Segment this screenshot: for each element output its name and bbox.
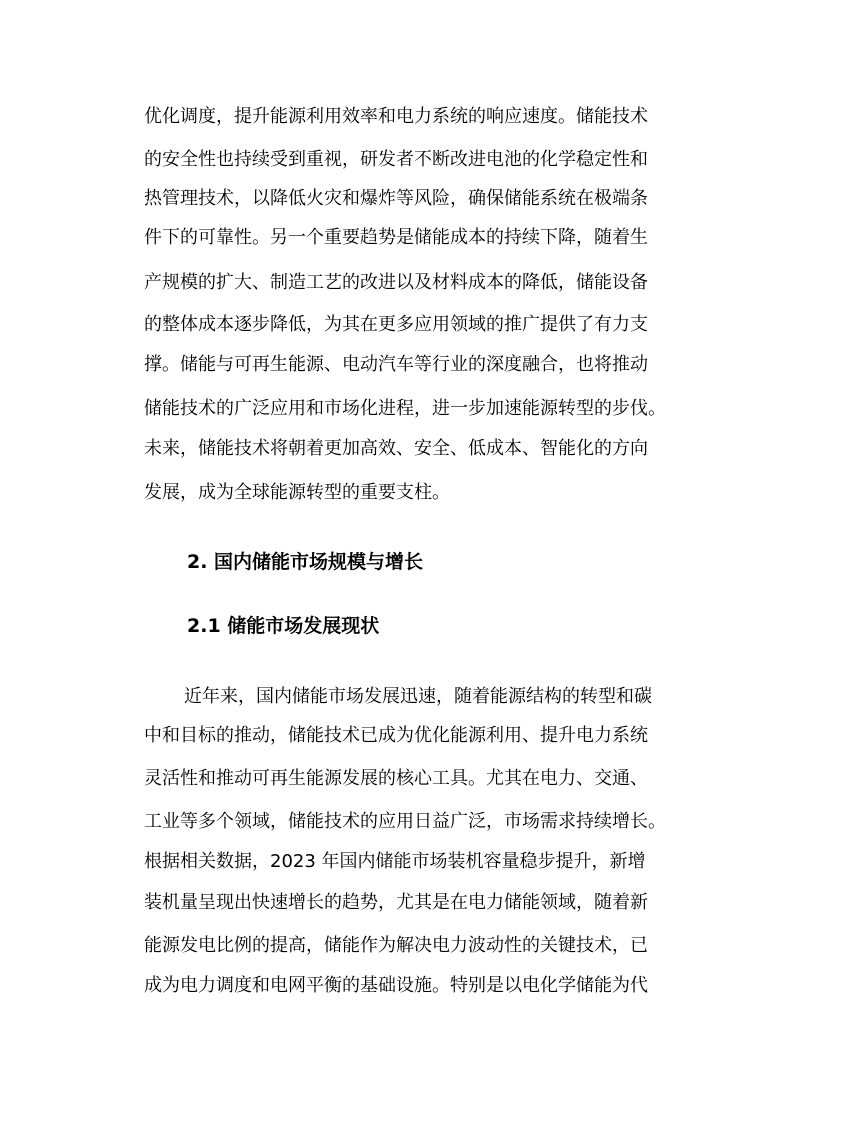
paragraph-2-line: 工业等多个领域，储能技术的应用日益广泛，市场需求持续增长。 bbox=[144, 811, 666, 832]
paragraph-1-line: 储能技术的广泛应用和市场化进程，进一步加速能源转型的步伐。 bbox=[144, 398, 666, 419]
paragraph-1-line: 热管理技术，以降低火灾和爆炸等风险，确保储能系统在极端条 bbox=[144, 188, 648, 209]
paragraph-1-line: 撑。储能与可再生能源、电动汽车等行业的深度融合，也将推动 bbox=[144, 354, 648, 375]
paragraph-2-line: 中和目标的推动，储能技术已成为优化能源利用、提升电力系统 bbox=[144, 725, 648, 746]
paragraph-1-line: 发展，成为全球能源转型的重要支柱。 bbox=[144, 482, 450, 503]
paragraph-1-line: 未来，储能技术将朝着更加高效、安全、低成本、智能化的方向 bbox=[144, 438, 648, 459]
paragraph-2-line: 能源发电比例的提高，储能作为解决电力波动性的关键技术，已 bbox=[144, 935, 648, 956]
paragraph-2-line: 装机量呈现出快速增长的趋势，尤其是在电力储能领域，随着新 bbox=[144, 892, 648, 913]
section-heading: 2. 国内储能市场规模与增长 bbox=[187, 551, 424, 573]
paragraph-1-line: 产规模的扩大、制造工艺的改进以及材料成本的降低，储能设备 bbox=[144, 272, 648, 293]
paragraph-2-line: 近年来，国内储能市场发展迅速，随着能源结构的转型和碳 bbox=[184, 686, 652, 707]
paragraph-2-line: 灵活性和推动可再生能源发展的核心工具。尤其在电力、交通、 bbox=[144, 768, 648, 789]
subsection-heading: 2.1 储能市场发展现状 bbox=[187, 615, 380, 637]
paragraph-2-line: 成为电力调度和电网平衡的基础设施。特别是以电化学储能为代 bbox=[144, 975, 648, 996]
paragraph-1-line: 件下的可靠性。另一个重要趋势是储能成本的持续下降，随着生 bbox=[144, 227, 648, 248]
paragraph-1-line: 优化调度，提升能源利用效率和电力系统的响应速度。储能技术 bbox=[144, 106, 648, 127]
paragraph-2-line: 根据相关数据，2023 年国内储能市场装机容量稳步提升，新增 bbox=[144, 851, 646, 872]
paragraph-1-line: 的整体成本逐步降低，为其在更多应用领域的推广提供了有力支 bbox=[144, 314, 648, 335]
paragraph-1-line: 的安全性也持续受到重视，研发者不断改进电池的化学稳定性和 bbox=[144, 149, 648, 170]
